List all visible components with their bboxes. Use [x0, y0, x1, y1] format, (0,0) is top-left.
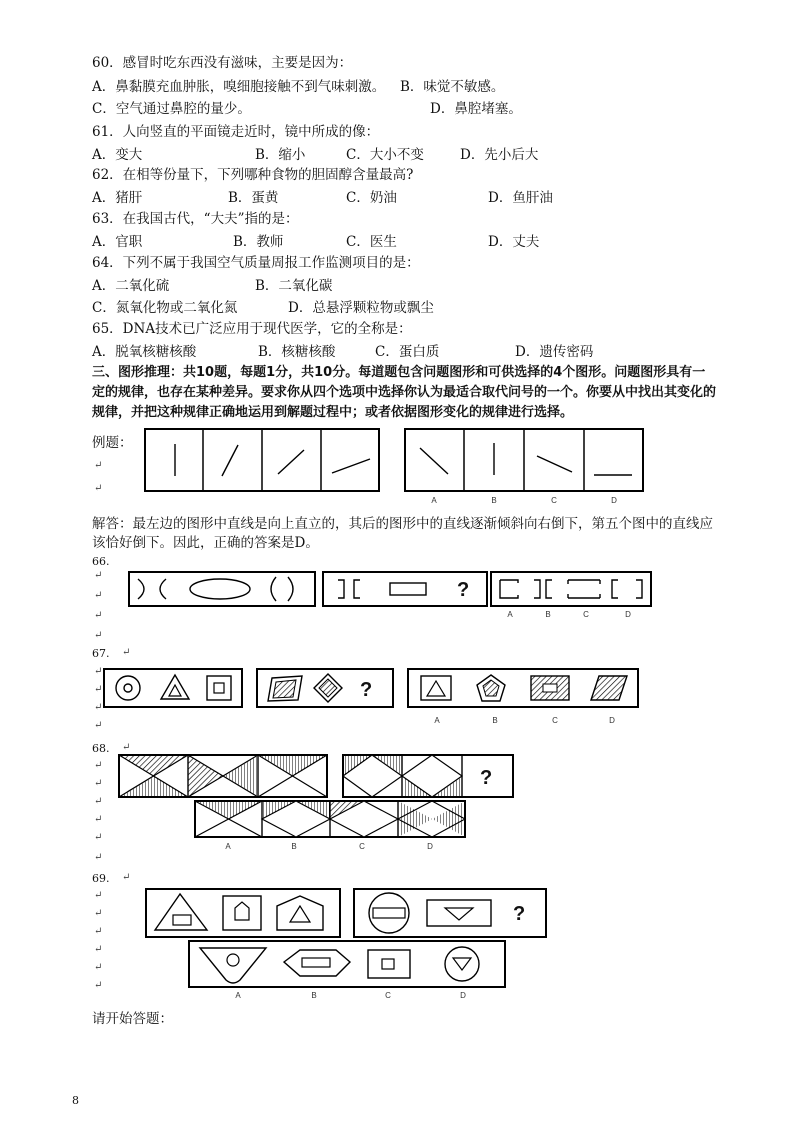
question-68-options-figure	[194, 800, 466, 852]
question-66-options-figure	[490, 571, 652, 619]
question-63-option-d: D．丈夫	[488, 234, 540, 250]
question-63-option-b: B．教师	[233, 234, 284, 250]
question-62-option-d: D．鱼肝油	[488, 190, 553, 206]
question-67-options-figure	[407, 668, 639, 728]
question-60-option-d: D．鼻腔堵塞。	[430, 101, 522, 117]
start-answering-prompt: 请开始答题：	[92, 1011, 173, 1027]
example-question-figure	[144, 428, 380, 492]
return-mark: ↵	[94, 720, 103, 731]
example-label: 例题：	[92, 435, 133, 451]
option-d-label: D	[609, 716, 615, 725]
question-68-number: 68.	[92, 742, 110, 755]
option-c-label: C	[583, 610, 589, 619]
option-a-label: A	[431, 496, 437, 505]
return-mark: ↵	[94, 962, 103, 973]
question-67-number: 67.	[92, 647, 110, 660]
question-mark: ?	[480, 767, 493, 789]
question-65-option-a: A．脱氧核糖核酸	[92, 344, 197, 360]
question-62-option-a: A．猪肝	[92, 190, 143, 206]
return-mark: ↵	[94, 814, 103, 825]
option-a-label: A	[434, 716, 440, 725]
return-mark: ↵	[94, 908, 103, 919]
option-d-label: D	[427, 842, 433, 851]
section-3-intro-line-1: 三、图形推理：共10题，每题1分，共10分。每道题包含问题图形和可供选择的4个图形。问题图形具有一	[92, 365, 706, 380]
return-mark: ↵	[94, 610, 103, 621]
return-mark: ↵	[94, 702, 103, 713]
example-answer-line-2: 该恰好倒下。因此，正确的答案是D。	[92, 535, 319, 551]
option-c-label: C	[359, 842, 365, 851]
question-60-option-b: B．味觉不敏感。	[400, 79, 505, 95]
return-mark: ↵	[94, 980, 103, 991]
question-61-option-b: B．缩小	[255, 147, 306, 163]
option-b-label: B	[545, 610, 551, 619]
option-a-label: A	[225, 842, 231, 851]
section-3-intro-line-3: 规律，并把这种规律正确地运用到解题过程中；或者依据图形变化的规律进行选择。	[92, 405, 574, 420]
return-mark: ↵	[94, 832, 103, 843]
return-mark: ↵	[94, 666, 103, 677]
option-b-label: B	[291, 842, 297, 851]
option-b-label: B	[311, 991, 317, 1000]
question-60-option-c: C．空气通过鼻腔的量少。	[92, 101, 251, 117]
option-b-label: B	[492, 716, 498, 725]
return-mark: ↵	[94, 684, 103, 695]
question-64-option-d: D．总悬浮颗粒物或飘尘	[288, 300, 434, 316]
question-65-option-c: C．蛋白质	[375, 344, 440, 360]
return-mark: ↵	[94, 796, 103, 807]
return-mark: ↵	[94, 590, 103, 601]
option-d-label: D	[460, 991, 466, 1000]
return-mark: ↵	[122, 742, 131, 753]
question-mark: ?	[360, 679, 373, 701]
question-69-number: 69.	[92, 872, 110, 885]
question-69-figure-left	[145, 888, 341, 938]
question-62-option-b: B．蛋黄	[228, 190, 279, 206]
question-64-option-b: B．二氧化碳	[255, 278, 333, 294]
return-mark: ↵	[122, 872, 131, 883]
question-68-figure-left	[118, 754, 328, 798]
question-66-figure-left	[128, 571, 316, 607]
return-mark: ↵	[94, 570, 103, 581]
question-62-stem: 62．在相等份量下，下列哪种食物的胆固醇含量最高?	[92, 167, 414, 183]
question-67-figure-left	[103, 668, 243, 708]
question-63-stem: 63．在我国古代，“大夫”指的是：	[92, 211, 299, 227]
question-61-option-c: C．大小不变	[346, 147, 424, 163]
question-64-option-c: C．氮氧化物或二氧化氮	[92, 300, 238, 316]
question-64-stem: 64．下列不属于我国空气质量周报工作监测项目的是：	[92, 255, 420, 271]
option-c-label: C	[552, 716, 558, 725]
return-mark: ↵	[94, 926, 103, 937]
return-mark: ↵	[94, 760, 103, 771]
question-62-option-c: C．奶油	[346, 190, 397, 206]
option-c-label: C	[385, 991, 391, 1000]
question-65-option-d: D．遗传密码	[515, 344, 594, 360]
question-65-stem: 65．DNA技术已广泛应用于现代医学，它的全称是：	[92, 321, 412, 337]
question-69-options-figure	[188, 940, 506, 1002]
question-67-figure-middle	[256, 668, 394, 708]
question-64-option-a: A．二氧化硫	[92, 278, 170, 294]
page-number: 8	[72, 1094, 79, 1107]
question-60-option-a: A．鼻黏膜充血肿胀，嗅细胞接触不到气味刺激。	[92, 79, 386, 95]
example-answer-line-1: 解答：最左边的图形中直线是向上直立的，其后的图形中的直线逐渐倾斜向右倒下，第五个图中的直线应	[92, 516, 713, 532]
option-b-label: B	[491, 496, 497, 505]
question-63-option-c: C．医生	[346, 234, 397, 250]
question-61-stem: 61．人向竖直的平面镜走近时，镜中所成的像：	[92, 124, 380, 140]
question-61-option-a: A．变大	[92, 147, 143, 163]
return-mark: ↵	[94, 483, 103, 494]
return-mark: ↵	[94, 630, 103, 641]
option-d-label: D	[611, 496, 617, 505]
section-3-intro-line-2: 定的规律，也存在某种差异。要求你从四个选项中选择你认为最适合取代问号的一个。你要从中找出其变化的	[92, 385, 717, 400]
example-options-figure	[404, 428, 644, 504]
question-66-number: 66.	[92, 555, 110, 568]
question-mark: ?	[513, 903, 526, 925]
return-mark: ↵	[94, 890, 103, 901]
return-mark: ↵	[122, 647, 131, 658]
return-mark: ↵	[94, 852, 103, 863]
option-a-label: A	[235, 991, 241, 1000]
question-61-option-d: D．先小后大	[460, 147, 539, 163]
question-68-figure-right	[342, 754, 514, 798]
option-a-label: A	[507, 610, 513, 619]
question-69-figure-right	[353, 888, 547, 938]
option-d-label: D	[625, 610, 631, 619]
question-63-option-a: A．官职	[92, 234, 143, 250]
return-mark: ↵	[94, 778, 103, 789]
question-mark: ?	[457, 579, 470, 601]
question-65-option-b: B．核糖核酸	[258, 344, 336, 360]
option-c-label: C	[551, 496, 557, 505]
question-60-stem: 60．感冒时吃东西没有滋味，主要是因为：	[92, 55, 353, 71]
return-mark: ↵	[94, 944, 103, 955]
return-mark: ↵	[94, 460, 103, 471]
question-66-figure-middle	[322, 571, 488, 607]
